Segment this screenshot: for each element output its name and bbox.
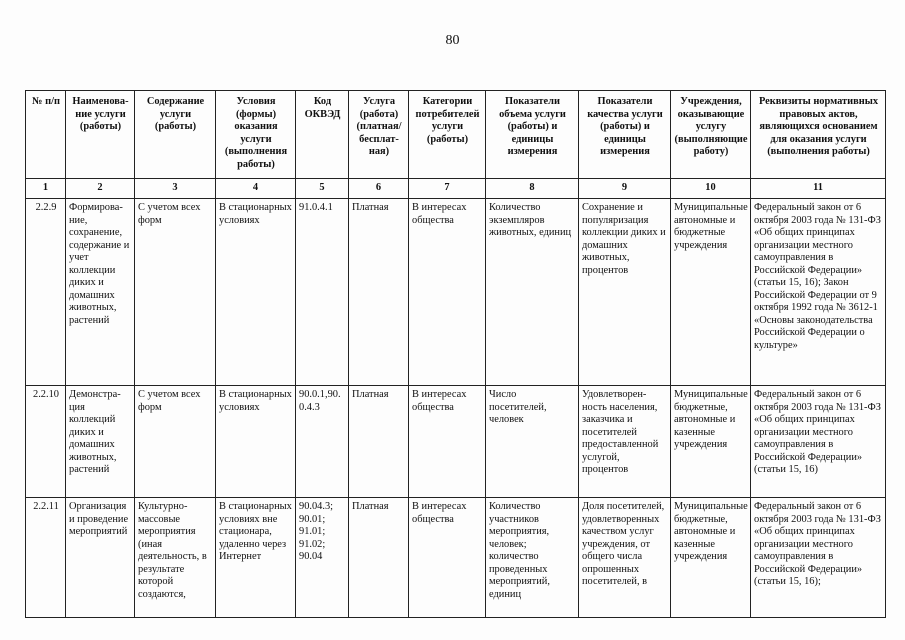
column-numbers-row [26,179,886,199]
header-cell-okved: Код ОКВЭД [296,91,349,179]
consumer-category: В интересах общества [409,498,486,618]
paid-status: Платная [349,386,409,498]
service-name: Демонстра-ция коллекций диких и домашних животных, растений [66,386,135,498]
column-number: 8 [486,179,579,199]
institutions: Муниципальные бюджетные, автономные и казенные учреждения [671,498,751,618]
legal-acts: Федеральный закон от 6 октября 2003 года № 131-ФЗ «Об общих принципах организации местного самоуправления в Российской Федерации» (статьи 15, 16); [751,498,886,618]
header-cell-quality: Показатели качества услуги (работы) и единицы измерения [579,91,671,179]
column-number: 11 [751,179,886,199]
column-number: 7 [409,179,486,199]
okved-code: 90.04.3; 90.01; 91.01; 91.02; 90.04 [296,498,349,618]
column-number: 10 [671,179,751,199]
header-cell-content: Содержание услуги (работы) [135,91,216,179]
column-number: 3 [135,179,216,199]
service-conditions: В стационарных условиях [216,199,296,386]
column-number: 9 [579,179,671,199]
paid-status: Платная [349,498,409,618]
column-number: 1 [26,179,66,199]
header-cell-consumers: Категории потребителей услуги (работы) [409,91,486,179]
header-cell-volume: Показатели объема услуги (работы) и единицы измерения [486,91,579,179]
quality-indicator: Удовлетворен-ность населения, заказчика и посетителей предоставленной услугой, процентов [579,386,671,498]
header-cell-institutions: Учреждения, оказывающие услугу (выполняющие работу) [671,91,751,179]
consumer-category: В интересах общества [409,199,486,386]
volume-indicator: Число посетителей, человек [486,386,579,498]
table-header-row [26,91,886,179]
table-row [26,498,886,618]
volume-indicator: Количество экземпляров животных, единиц [486,199,579,386]
column-number: 2 [66,179,135,199]
institutions: Муниципальные бюджетные, автономные и казенные учреждения [671,386,751,498]
table-row [26,199,886,386]
table-row [26,386,886,498]
header-cell-paid: Услуга (работа) (платная/ бесплат-ная) [349,91,409,179]
row-number: 2.2.9 [26,199,66,386]
service-conditions: В стационарных условиях вне стационара, удаленно через Интернет [216,498,296,618]
quality-indicator: Доля посетителей, удовлетворенных качеством услуг учреждения, от общего числа опрошенных посетителей, в [579,498,671,618]
service-content: С учетом всех форм [135,386,216,498]
services-table [25,90,886,618]
paid-status: Платная [349,199,409,386]
header-cell-num: № п/п [26,91,66,179]
row-number: 2.2.11 [26,498,66,618]
column-number: 4 [216,179,296,199]
service-name: Формирова-ние, сохранение, содержание и учет коллекции диких и домашних животных, растений [66,199,135,386]
legal-acts: Федеральный закон от 6 октября 2003 года № 131-ФЗ «Об общих принципах организации местного самоуправления в Российской Федерации» (статьи 15, 16); Закон Российской Федерации от 9 октября 1992 года № 3612-1 «Основы законодательства Российской Федерации о культуре» [751,199,886,386]
column-number: 6 [349,179,409,199]
legal-acts: Федеральный закон от 6 октября 2003 года № 131-ФЗ «Об общих принципах организации местного самоуправления в Российской Федерации» (статьи 15, 16) [751,386,886,498]
service-content: Культурно-массовые мероприятия (иная деятельность, в результате которой создаются, [135,498,216,618]
consumer-category: В интересах общества [409,386,486,498]
header-cell-name: Наименова-ние услуги (работы) [66,91,135,179]
column-number: 5 [296,179,349,199]
page-number: 80 [445,33,460,48]
service-conditions: В стационарных условиях [216,386,296,498]
service-name: Организация и проведение мероприятий [66,498,135,618]
okved-code: 90.0.1,90. 0.4.3 [296,386,349,498]
okved-code: 91.0.4.1 [296,199,349,386]
service-content: С учетом всех форм [135,199,216,386]
quality-indicator: Сохранение и популяризация коллекции диких и домашних животных, процентов [579,199,671,386]
header-cell-acts: Реквизиты нормативных правовых актов, являющихся основанием для оказания услуги (выполнения работы) [751,91,886,179]
institutions: Муниципальные автономные и бюджетные учреждения [671,199,751,386]
row-number: 2.2.10 [26,386,66,498]
header-cell-conditions: Условия (формы) оказания услуги (выполнения работы) [216,91,296,179]
volume-indicator: Количество участников мероприятия, человек; количество проведенных мероприятий, единиц [486,498,579,618]
